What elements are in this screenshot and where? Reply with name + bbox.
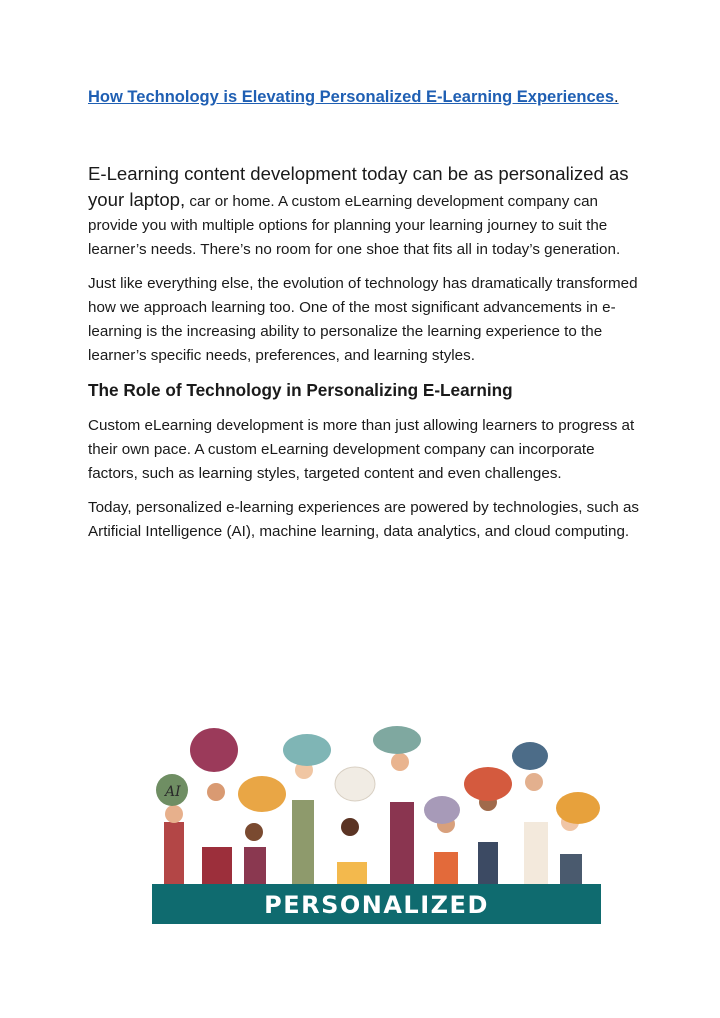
- sleeve-2: [202, 847, 232, 884]
- sleeve-4: [292, 800, 314, 884]
- body-paragraph-2: Just like everything else, the evolution of technology has dramatically transformed how we approach learning too. One of the most significant advancements in e-learning is the increasing ability to personalize the learning experience to the learner’s specific needs, preferences, and learning styles.: [88, 275, 638, 364]
- bubble-gamification-1: [190, 728, 238, 772]
- personalized-illustration: [152, 722, 601, 924]
- sleeve-3: [244, 847, 266, 884]
- bubble-dark-blue: [512, 742, 548, 770]
- bubble-small-purple: [424, 796, 460, 824]
- section-paragraph-2: Today, personalized e-learning experiences are powered by technologies, such as Artificial Intelligence (AI), machine learning, data analytics, and cloud computing.: [88, 499, 640, 540]
- sleeve-8: [478, 842, 498, 884]
- section-heading: The Role of Technology in Personalizing E-Learning: [88, 380, 513, 400]
- bubble-aprendizaje: [556, 792, 600, 824]
- sleeve-1: [164, 822, 184, 884]
- intro-rest-text: car or home. A custom eLearning development company can provide you with multiple options for planning your learning journey to suit the learner’s needs. There’s no room for one shoe that fits all in today’s generation.: [88, 193, 621, 258]
- hand-6: [391, 753, 409, 771]
- sleeve-6: [390, 802, 414, 884]
- title-period: .: [614, 88, 619, 106]
- intro-lead-text: E-Learning content development today can be as personalized as your laptop,: [88, 163, 629, 210]
- hand-1: [165, 805, 183, 823]
- article-title-link[interactable]: [88, 88, 619, 107]
- raised-hands-graphic: [152, 722, 601, 924]
- article-title-text[interactable]: How Technology is Elevating Personalized E-Learning Experiences: [88, 88, 615, 106]
- bubble-machine-learning: [283, 734, 331, 766]
- sleeve-10: [560, 854, 582, 884]
- hand-9: [525, 773, 543, 791]
- bubble-cloud-computing: [373, 726, 421, 754]
- hand-5: [341, 818, 359, 836]
- section-paragraph-1: Custom eLearning development is more than just allowing learners to progress at their own pace. A custom eLearning development company can incorporate factors, such as learning styles, targeted content and even challenges.: [88, 417, 635, 482]
- sleeve-9: [524, 822, 548, 884]
- bubble-interactive-learning: [238, 776, 286, 812]
- bubble-ai-label: AI: [165, 784, 181, 800]
- sleeve-5: [337, 862, 367, 884]
- banner-text: PERSONALIZED: [264, 891, 489, 919]
- hand-3: [245, 823, 263, 841]
- sleeve-7: [434, 852, 458, 884]
- intro-paragraph: [88, 162, 648, 262]
- hand-2: [207, 783, 225, 801]
- bubble-data-analytics: [335, 767, 375, 801]
- bubble-gamification-2: [464, 767, 512, 801]
